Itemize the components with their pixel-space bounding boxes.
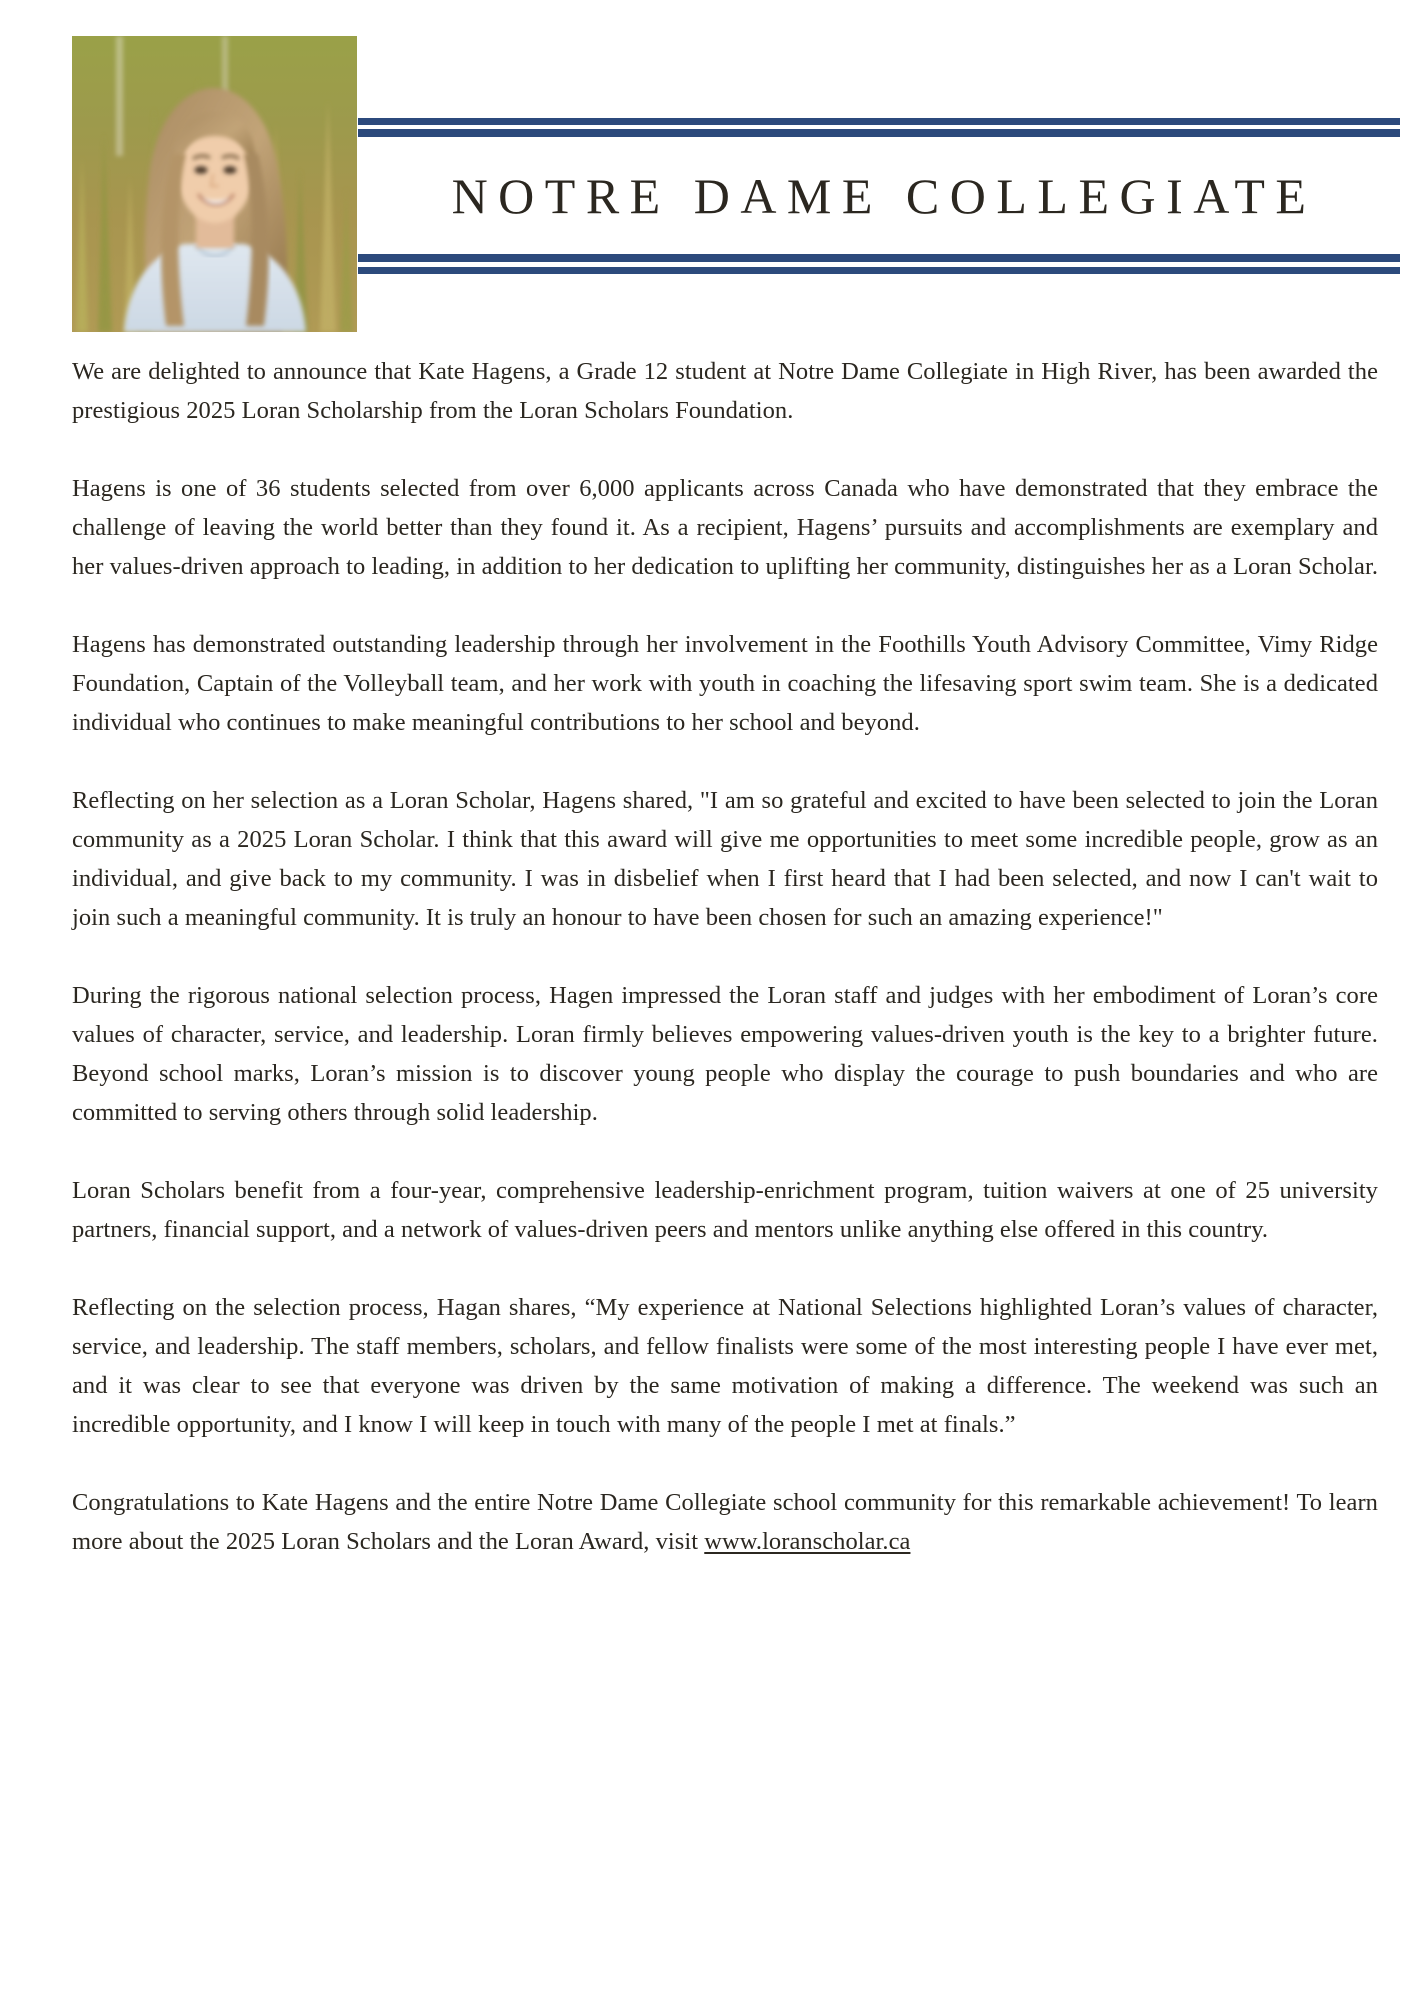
- masthead-top-rules: [358, 118, 1400, 137]
- paragraph-selection-process: During the rigorous national selection process, Hagen impressed the Loran staff and judges with her embodiment of Loran’s core values of character, service, and leadership. Loran firmly believes empowering values-driven youth is the key to a brighter future. Beyond school marks, Loran’s mission is to discover young people who display the courage to push boundaries and who are committed to serving others through solid leadership.: [72, 982, 1378, 1126]
- article-body: [72, 352, 1378, 1561]
- masthead-bottom-rules: [358, 254, 1400, 274]
- paragraph-selection: Hagens is one of 36 students selected from over 6,000 applicants across Canada who have demonstrated that they embrace the challenge of leaving the world better than they found it. As a recipient, Hagens’ pursuits and accomplishments are exemplary and her values-driven approach to leading, in addition to her dedication to uplifting her community, distinguishes her as a Loran Scholar.: [72, 475, 1378, 580]
- masthead-title-band: [358, 118, 1400, 298]
- paragraph-leadership: Hagens has demonstrated outstanding leadership through her involvement in the Foothills Youth Advisory Committee, Vimy Ridge Foundation, Captain of the Volleyball team, and her work with youth in coaching the lifesaving sport swim team. She is a dedicated individual who continues to make meaningful contributions to her school and beyond.: [72, 631, 1378, 736]
- paragraph-quote-one: Reflecting on her selection as a Loran Scholar, Hagens shared, "I am so grateful and excited to have been selected to join the Loran community as a 2025 Loran Scholar. I think that this award will give me opportunities to meet some incredible people, grow as an individual, and give back to my community. I was in disbelief when I first heard that I had been selected, and now I can't wait to join such a meaningful community. It is truly an honour to have been chosen for such an amazing experience!": [72, 787, 1378, 931]
- loran-scholar-website-link[interactable]: www.loranscholar.ca: [704, 1528, 911, 1555]
- rule-top-inner: [358, 129, 1400, 137]
- paragraph-intro: We are delighted to announce that Kate Hagens, a Grade 12 student at Notre Dame Collegiate in High River, has been awarded the prestigious 2025 Loran Scholarship from the Loran Scholars Foundation.: [72, 358, 1378, 424]
- page-title: NOTRE DAME COLLEGIATE: [451, 168, 1317, 224]
- paragraph-benefits: Loran Scholars benefit from a four-year, comprehensive leadership-enrichment program, tuition waivers at one of 25 university partners, financial support, and a network of values-driven peers and mentors unlike anything else offered in this country.: [72, 1177, 1378, 1243]
- rule-bottom-inner: [358, 254, 1400, 262]
- closing-text: Congratulations to Kate Hagens and the entire Notre Dame Collegiate school community for this remarkable achievement! To learn more about the 2025 Loran Scholars and the Loran Award, visit: [72, 1489, 1378, 1555]
- rule-top-outer: [358, 118, 1400, 125]
- student-portrait-photo: [72, 36, 357, 332]
- paragraph-quote-two: Reflecting on the selection process, Hagan shares, “My experience at National Selections highlighted Loran’s values of character, service, and leadership. The staff members, scholars, and fellow finalists were some of the most interesting people I have ever met, and it was clear to see that everyone was driven by the same motivation of making a difference. The weekend was such an incredible opportunity, and I know I will keep in touch with many of the people I met at finals.”: [72, 1294, 1378, 1438]
- paragraph-closing: [72, 1483, 1378, 1561]
- masthead: [0, 0, 1414, 340]
- rule-bottom-outer: [358, 267, 1400, 274]
